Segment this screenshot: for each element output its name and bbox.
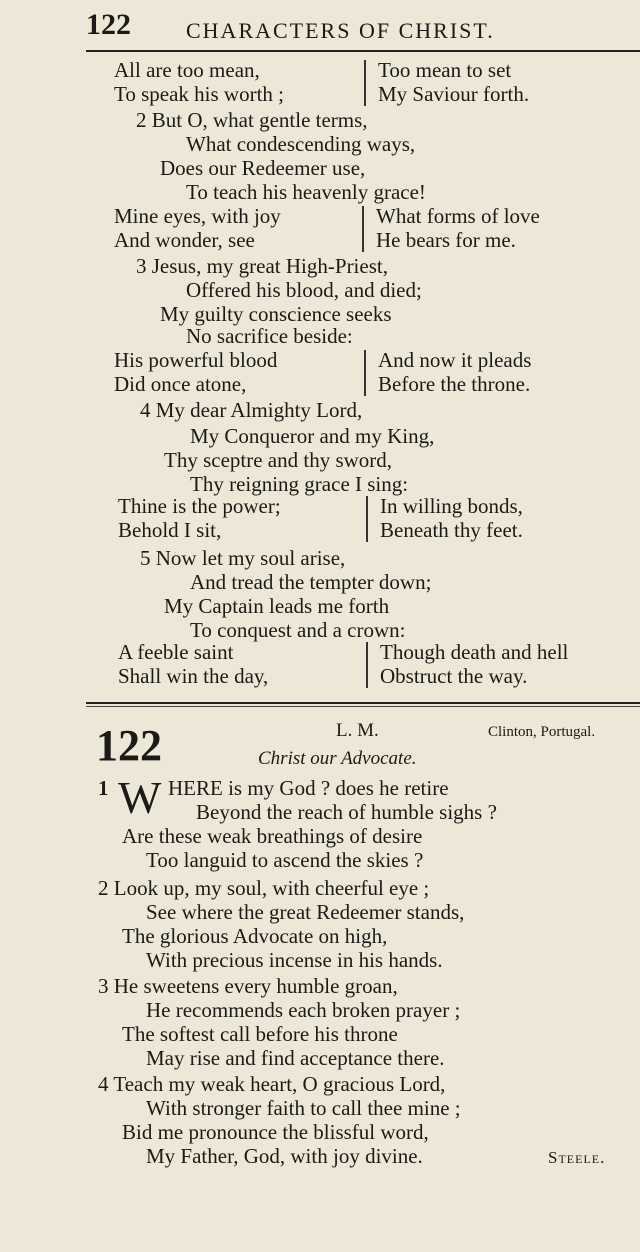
hymn-line: Does our Redeemer use, [160,156,366,180]
hymn-line: Behold I sit, [118,518,222,542]
hymn-line: Are these weak breathings of desire [122,824,423,848]
hymn-line: 4 My dear Almighty Lord, [140,398,363,422]
hymn-line: Shall win the day, [118,664,269,688]
hymn-line: To teach his heavenly grace! [186,180,426,204]
hymn-line: Though death and hell [380,640,569,664]
running-header [86,8,640,48]
hymn-line: A feeble saint [118,640,234,664]
hymn-line: In willing bonds, [380,494,523,518]
hymn-line: My Saviour forth. [378,82,530,106]
hymn-line: What forms of love [376,204,540,228]
hymn-line: May rise and find acceptance there. [146,1046,445,1070]
hymn-line: See where the great Redeemer stands, [146,900,465,924]
hymn-line: 3 He sweetens every humble groan, [98,974,398,998]
verse-divider [366,642,368,688]
hymn-line: 2 But O, what gentle terms, [136,108,368,132]
hymn-line: And tread the tempter down; [190,570,432,594]
hymn-number: 122 [96,721,162,770]
hymn-line: Beyond the reach of humble sighs ? [196,800,497,824]
hymn-line: To speak his worth ; [114,82,285,106]
hymn-line: All are too mean, [114,58,260,82]
hymn-line: Obstruct the way. [380,664,528,688]
hymn-tunes: Clinton, Portugal. [488,724,596,740]
running-title: CHARACTERS OF CHRIST. [186,18,495,43]
hymn-line: My Conqueror and my King, [190,424,435,448]
hymn-line: My Captain leads me forth [164,594,390,618]
hymn-separator-thin [86,706,640,707]
hymn-line: Mine eyes, with joy [114,204,281,228]
hymn-line: With precious incense in his hands. [146,948,443,972]
verse-divider [362,206,364,252]
hymn-line: No sacrifice beside: [186,324,353,348]
hymn-line: 5 Now let my soul arise, [140,546,346,570]
hymn-line: Before the throne. [378,372,531,396]
hymn-line: The softest call before his throne [122,1022,398,1046]
hymn-line: The glorious Advocate on high, [122,924,388,948]
hymn-separator [86,702,640,704]
hymn-meter: L. M. [336,720,379,741]
hymn-line: 3 Jesus, my great High-Priest, [136,254,388,278]
hymn-line: With stronger faith to call thee mine ; [146,1096,461,1120]
hymn-line: My guilty conscience seeks [160,302,392,326]
hymn-line: And now it pleads [378,348,532,372]
page-number: 122 [86,8,131,41]
header-rule [86,50,640,52]
verse-divider [366,496,368,542]
verse-divider [364,350,366,396]
hymn-line: And wonder, see [114,228,255,252]
hymn-line: 4 Teach my weak heart, O gracious Lord, [98,1072,446,1096]
hymn-line: Thy reigning grace I sing: [190,472,409,496]
hymn-line: HERE is my God ? does he retire [168,776,449,800]
hymn-line: Did once atone, [114,372,247,396]
hymn-line: Offered his blood, and died; [186,278,422,302]
hymn-line: Too languid to ascend the skies ? [146,848,424,872]
hymn-title: Christ our Advocate. [258,748,417,769]
hymn-line: Bid me pronounce the blissful word, [122,1120,429,1144]
drop-cap: W [118,772,162,823]
hymn-line: Thy sceptre and thy sword, [164,448,393,472]
hymn-line: Too mean to set [378,58,512,82]
hymn-line: He recommends each broken prayer ; [146,998,461,1022]
hymn-line: What condescending ways, [186,132,416,156]
stanza-number: 1 [98,776,109,800]
hymn-line: 2 Look up, my soul, with cheerful eye ; [98,876,430,900]
hymn-author: Steele. [548,1148,606,1167]
hymn-line: To conquest and a crown: [190,618,406,642]
verse-divider [364,60,366,106]
hymn-line: He bears for me. [376,228,516,252]
hymn-line: Beneath thy feet. [380,518,523,542]
hymn-line: My Father, God, with joy divine. [146,1144,423,1168]
hymn-line: His powerful blood [114,348,278,372]
hymn-line: Thine is the power; [118,494,281,518]
